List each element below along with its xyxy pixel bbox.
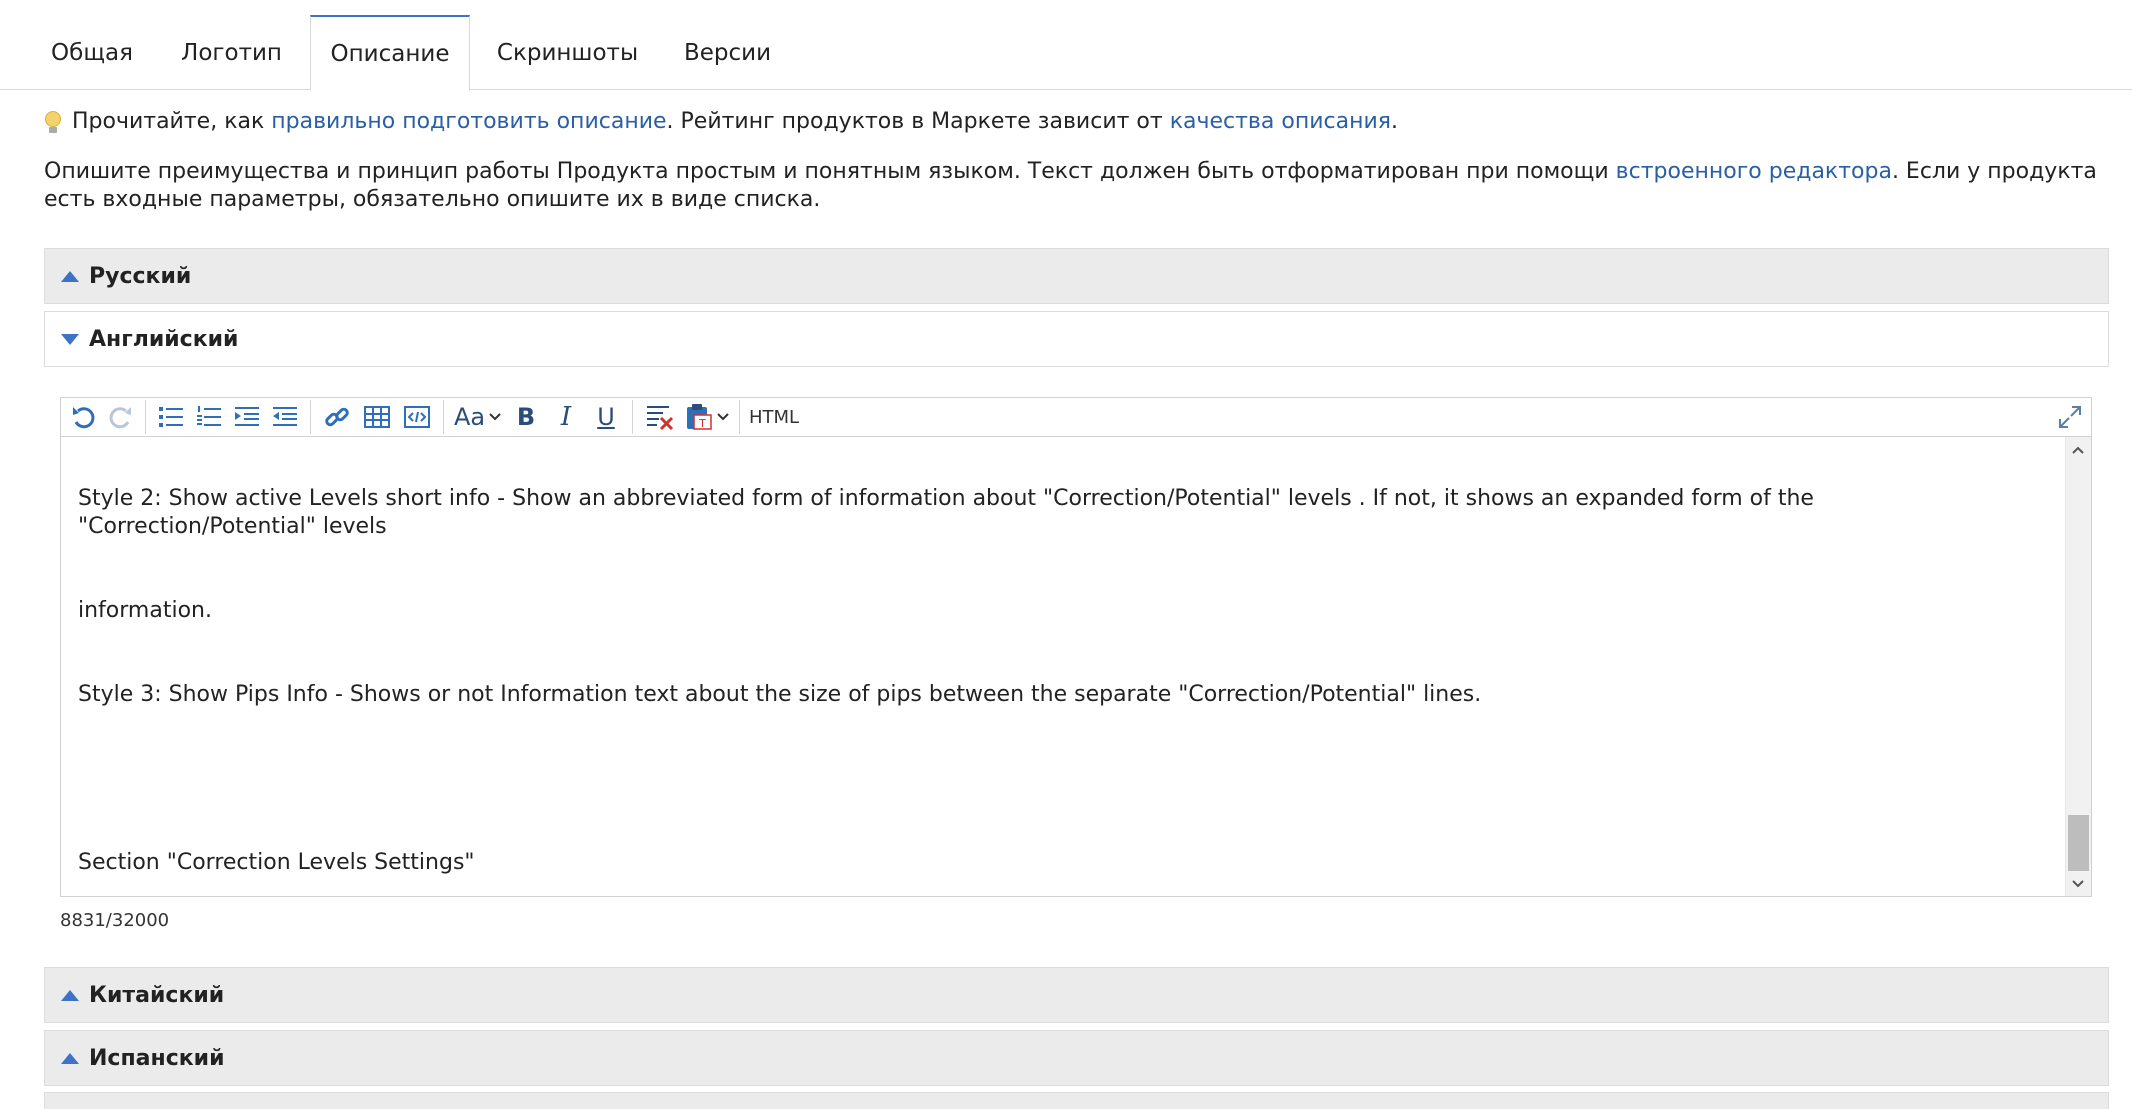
editor-line: Style 3: Show Pips Info - Shows or not Information text about the size of pips between the separate "Correction/Potential" lines. xyxy=(78,682,1482,707)
description-editor[interactable] xyxy=(60,437,2092,897)
numbered-list-button[interactable] xyxy=(190,400,228,434)
toolbar-separator xyxy=(443,400,444,434)
chevron-down-icon xyxy=(488,412,502,422)
bold-button[interactable] xyxy=(506,400,546,434)
editor-line: Section "Correction Levels Settings" xyxy=(78,850,475,875)
outdent-icon xyxy=(271,404,299,430)
editor-line: Style 2: Show active Levels short info - Show an abbreviated form of information about "Correction/Potential" levels . If not, it shows an expanded form of the "Correction/Potential" levels xyxy=(78,486,1821,539)
tab-logo-label: Логотип xyxy=(181,40,282,66)
accordion-next[interactable] xyxy=(44,1092,2109,1109)
accordion-russian[interactable] xyxy=(44,248,2109,304)
triangle-up-icon xyxy=(61,1053,79,1064)
toolbar-separator xyxy=(739,400,740,434)
undo-icon xyxy=(70,404,96,430)
toolbar-separator xyxy=(145,400,146,434)
instructions-suffix: . Если у продукта есть входные параметры, обязательно опишите их в виде списка. xyxy=(44,159,2097,212)
tab-screenshots-label: Скриншоты xyxy=(496,40,639,66)
hint-line xyxy=(44,108,1398,136)
triangle-up-icon xyxy=(61,271,79,282)
font-size-dropdown[interactable] xyxy=(450,400,506,434)
indent-icon xyxy=(233,404,261,430)
hint-prefix: Прочитайте, как xyxy=(72,109,272,134)
table-icon xyxy=(363,404,391,430)
hint-suffix: . xyxy=(1391,109,1398,134)
html-mode-button[interactable] xyxy=(746,400,802,434)
code-icon xyxy=(403,404,431,430)
bulleted-list-button[interactable] xyxy=(152,400,190,434)
accordion-russian-label: Русский xyxy=(89,263,192,289)
italic-icon: I xyxy=(560,402,572,432)
font-size-label: Aa xyxy=(453,403,486,431)
editor-line: information. xyxy=(78,598,212,623)
redo-icon xyxy=(108,404,134,430)
fullscreen-button[interactable] xyxy=(2053,400,2087,434)
clear-format-icon xyxy=(645,403,675,431)
hint-middle: . Рейтинг продуктов в Маркете зависит от xyxy=(666,109,1170,134)
character-counter: 8831/32000 xyxy=(60,910,170,931)
description-quality-link[interactable]: качества описания xyxy=(1169,109,1391,134)
tab-bar xyxy=(0,0,2132,90)
editor-content[interactable] xyxy=(78,437,2058,897)
insert-link-button[interactable] xyxy=(317,400,357,434)
accordion-chinese[interactable] xyxy=(44,967,2109,1023)
scrollbar-thumb[interactable] xyxy=(2068,815,2089,871)
link-icon xyxy=(323,404,351,430)
accordion-english[interactable] xyxy=(44,311,2109,367)
tab-versions[interactable] xyxy=(670,15,785,91)
tab-logo[interactable] xyxy=(165,15,298,91)
instructions-paragraph xyxy=(44,158,2114,214)
outdent-button[interactable] xyxy=(266,400,304,434)
chevron-down-icon xyxy=(716,412,730,422)
svg-text:T: T xyxy=(698,417,706,430)
prepare-description-link[interactable]: правильно подготовить описание xyxy=(271,109,667,134)
editor-scrollbar[interactable] xyxy=(2065,437,2091,897)
accordion-spanish[interactable] xyxy=(44,1030,2109,1086)
tab-description[interactable] xyxy=(310,15,470,91)
undo-button[interactable] xyxy=(63,400,103,434)
bulleted-list-icon xyxy=(157,404,185,430)
lightbulb-icon xyxy=(44,108,62,136)
tab-screenshots[interactable] xyxy=(490,15,645,91)
clear-format-button[interactable] xyxy=(639,400,681,434)
tab-versions-label: Версии xyxy=(683,40,772,66)
html-mode-label: HTML xyxy=(748,406,800,428)
triangle-up-icon xyxy=(61,990,79,1001)
built-in-editor-link[interactable]: встроенного редактора xyxy=(1615,159,1892,184)
redo-button[interactable] xyxy=(103,400,139,434)
accordion-english-label: Английский xyxy=(89,326,239,352)
accordion-chinese-label: Китайский xyxy=(89,982,225,1008)
underline-icon: U xyxy=(597,403,615,431)
triangle-down-icon xyxy=(61,334,79,345)
numbered-list-icon xyxy=(195,404,223,430)
insert-table-button[interactable] xyxy=(357,400,397,434)
expand-icon xyxy=(2057,404,2083,430)
toolbar-separator xyxy=(310,400,311,434)
editor-blank-line xyxy=(78,765,2058,793)
accordion-spanish-label: Испанский xyxy=(89,1045,225,1071)
tab-general[interactable] xyxy=(32,15,152,91)
tab-general-label: Общая xyxy=(51,40,133,66)
underline-button[interactable] xyxy=(586,400,626,434)
toolbar-separator xyxy=(632,400,633,434)
italic-button[interactable] xyxy=(546,400,586,434)
editor-toolbar xyxy=(60,397,2092,437)
scroll-down-icon[interactable] xyxy=(2072,879,2084,889)
tab-description-label: Описание xyxy=(330,40,450,67)
insert-code-button[interactable] xyxy=(397,400,437,434)
instructions-prefix: Опишите преимущества и принцип работы Продукта простым и понятным языком. Текст должен быть отформатирован при помощи xyxy=(44,159,1616,184)
scroll-up-icon[interactable] xyxy=(2072,445,2084,455)
indent-button[interactable] xyxy=(228,400,266,434)
paste-text-dropdown[interactable] xyxy=(681,400,733,434)
paste-icon xyxy=(685,403,713,431)
bold-icon: B xyxy=(516,403,536,431)
